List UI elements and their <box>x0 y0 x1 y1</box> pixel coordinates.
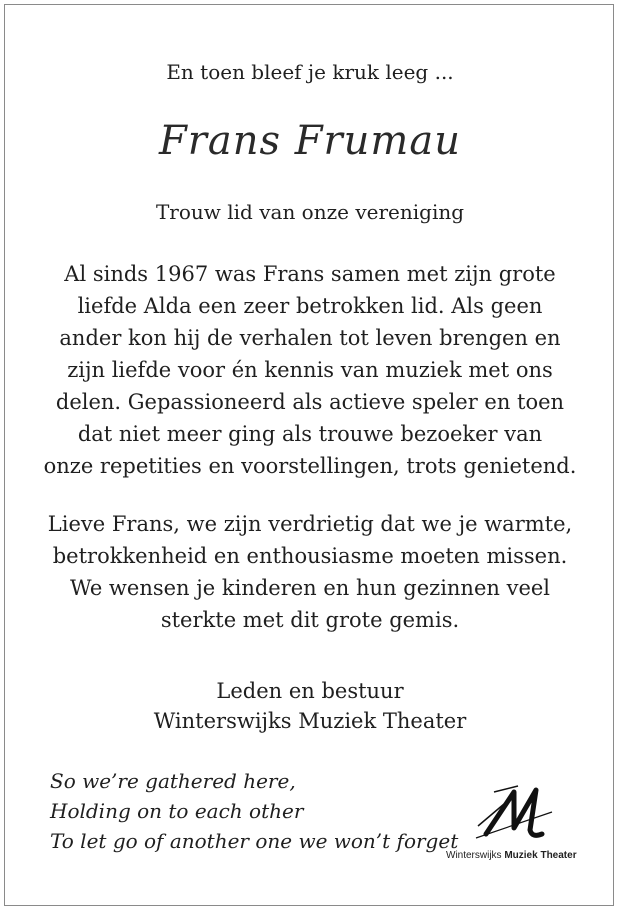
opening-line: En toen bleef je kruk leeg ... <box>166 60 454 84</box>
paragraph-line: onze repetities en voorstellingen, trots genietend. <box>43 454 577 478</box>
signature-line: Leden en bestuur <box>216 679 404 703</box>
paragraph-line: dat niet meer ging als trouwe bezoeker van <box>77 422 543 446</box>
paragraph-line: zijn liefde voor én kennis van muziek met ons <box>67 358 553 382</box>
organization-logo <box>444 782 594 872</box>
subtitle: Trouw lid van onze vereniging <box>155 200 465 224</box>
quote-line: Holding on to each other <box>50 799 304 823</box>
paragraph-line: ander kon hij de verhalen tot leven brengen en <box>59 326 561 350</box>
deceased-name: Frans Frumau <box>159 118 461 164</box>
song-quote <box>50 766 458 856</box>
quote-line: To let go of another one we won’t forget <box>50 829 459 853</box>
quote-line: So we’re gathered here, <box>50 769 296 793</box>
paragraph-line: Lieve Frans, we zijn verdrietig dat we je warmte, <box>47 512 573 536</box>
paragraph-line: We wensen je kinderen en hun gezinnen veel <box>69 576 551 600</box>
logo-text-bold: Muziek Theater <box>504 850 577 861</box>
paragraph-line: liefde Alda een zeer betrokken lid. Als geen <box>77 294 543 318</box>
tribute-paragraph-2 <box>0 508 620 636</box>
paragraph-line: sterkte met dit grote gemis. <box>160 608 460 632</box>
logo-m-mark-icon <box>474 782 554 844</box>
signature <box>0 676 620 736</box>
paragraph-line: Al sinds 1967 was Frans samen met zijn grote <box>64 262 556 286</box>
paragraph-line: delen. Gepassioneerd als actieve speler en toen <box>55 390 565 414</box>
signature-line: Winterswijks Muziek Theater <box>153 709 467 733</box>
logo-text <box>446 850 577 861</box>
paragraph-line: betrokkenheid en enthousiasme moeten missen. <box>52 544 568 568</box>
logo-text-light: Winterswijks <box>446 850 502 861</box>
tribute-paragraph-1 <box>0 258 620 482</box>
